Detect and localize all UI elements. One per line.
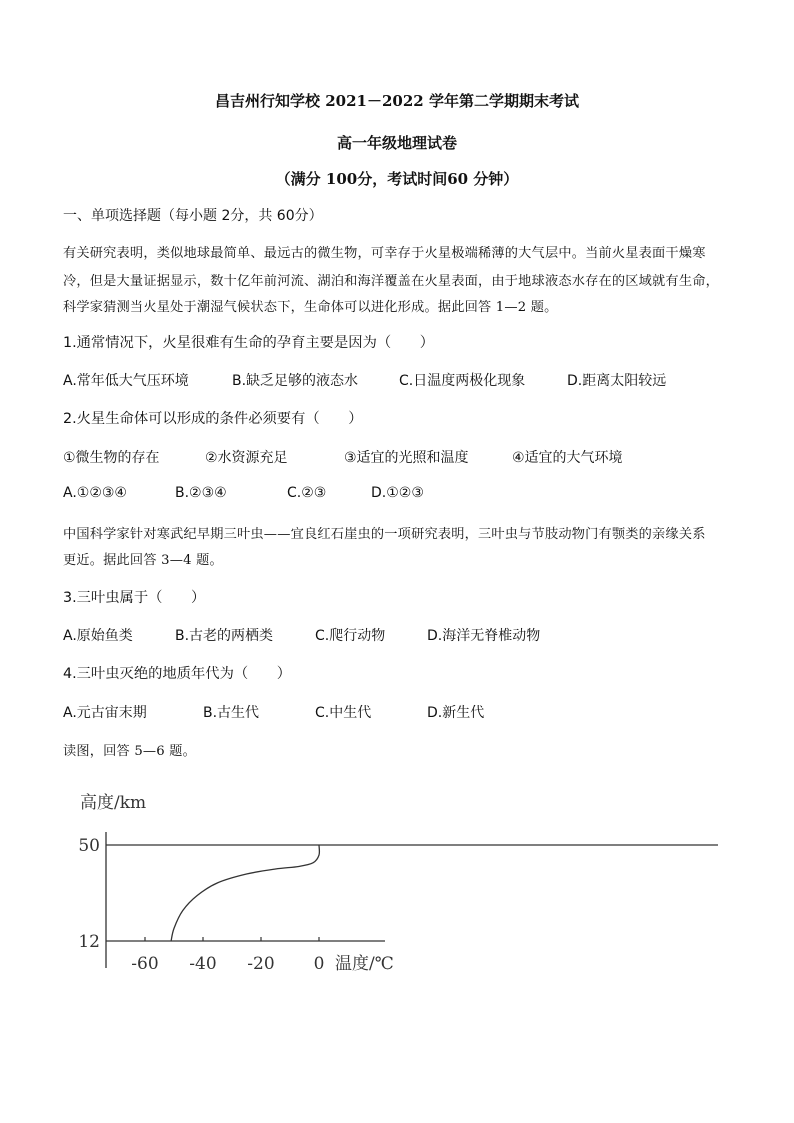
chart-y-axis-label: 高度/km	[80, 793, 147, 813]
question-3-option-d: D.海洋无脊椎动物	[427, 628, 541, 644]
passage1-line-3: 科学家猜测当火星处于潮湿气候状态下，生命体可以进化形成。据此回答 1—2 题。	[63, 300, 558, 315]
chart-x-tick-label: -20	[247, 954, 275, 974]
question-2-condition-1: ①微生物的存在	[63, 450, 160, 466]
passage2-line-1: 中国科学家针对寒武纪早期三叶虫——宜良红石崖虫的一项研究表明，三叶虫与节肢动物门有颚类的亲缘关系	[63, 527, 706, 542]
exam-subtitle: 高一年级地理试卷	[336, 134, 457, 152]
passage3-text: 读图，回答 5—6 题。	[63, 744, 197, 759]
chart-x-tick-label: 0	[313, 954, 325, 974]
question-2-condition-3: ③适宜的光照和温度	[344, 450, 469, 466]
passage2-line-2: 更近。据此回答 3—4 题。	[63, 553, 223, 568]
question-2-option-a: A.①②③④	[63, 485, 127, 501]
exam-title: 昌吉州行知学校 2021－2022 学年第二学期期末考试	[215, 92, 579, 110]
chart-x-tick-label: -60	[131, 954, 159, 974]
question-4-option-b: B.古生代	[203, 705, 260, 721]
question-1-option-b: B.缺乏足够的液态水	[232, 373, 359, 389]
question-3-stem: 3.三叶虫属于（ ）	[63, 590, 206, 606]
question-4-option-d: D.新生代	[427, 705, 485, 721]
question-1-option-a: A.常年低大气压环境	[63, 373, 189, 389]
question-4-option-a: A.元古宙末期	[63, 705, 147, 721]
question-1-stem: 1.通常情况下，火星很难有生命的孕育主要是因为（ ）	[63, 335, 435, 351]
question-3-option-a: A.原始鱼类	[63, 628, 133, 644]
exam-note: （满分 100分，考试时间60 分钟）	[275, 170, 519, 188]
chart-x-tick-label: -40	[189, 954, 217, 974]
section-heading: 一、单项选择题（每小题 2分，共 60分）	[63, 208, 323, 224]
passage1-line-2: 冷，但是大量证据显示，数十亿年前河流、湖泊和海洋覆盖在火星表面，由于地球液态水存在的区域就有生命，	[63, 274, 719, 289]
question-1-option-c: C.日温度两极化现象	[399, 373, 526, 389]
question-2-option-b: B.②③④	[175, 485, 227, 501]
question-4-option-c: C.中生代	[315, 705, 372, 721]
question-2-condition-2: ②水资源充足	[205, 450, 288, 466]
question-2-stem: 2.火星生命体可以形成的条件必须要有（ ）	[63, 411, 363, 427]
question-3-option-b: B.古老的两栖类	[175, 628, 274, 644]
chart-x-axis-label: 温度/℃	[335, 954, 394, 974]
question-2-condition-4: ④适宜的大气环境	[512, 450, 623, 466]
question-3-option-c: C.爬行动物	[315, 628, 386, 644]
chart-y-tick-label: 50	[78, 836, 100, 856]
question-1-option-d: D.距离太阳较远	[567, 373, 667, 389]
question-4-stem: 4.三叶虫灭绝的地质年代为（ ）	[63, 666, 292, 682]
question-2-option-d: D.①②③	[371, 485, 424, 501]
passage1-line-1: 有关研究表明，类似地球最简单、最远古的微生物，可幸存于火星极端稀薄的大气层中。当前火星表面干燥寒	[63, 246, 706, 261]
question-2-option-c: C.②③	[287, 485, 327, 501]
chart-y-tick-label: 12	[78, 932, 100, 952]
chart-series-line-1	[171, 845, 319, 941]
